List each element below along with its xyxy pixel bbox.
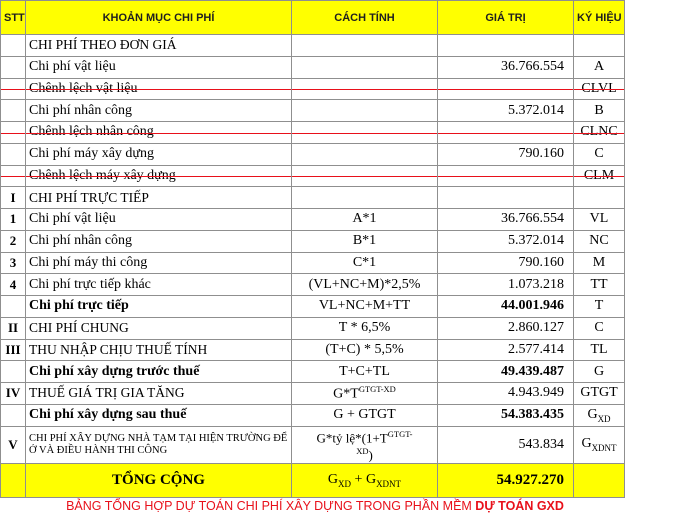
row-symbol bbox=[574, 35, 625, 57]
row-method bbox=[292, 56, 438, 78]
row-stt bbox=[1, 361, 26, 383]
row-symbol: CLVL bbox=[574, 78, 625, 100]
row-method: VL+NC+M+TT bbox=[292, 296, 438, 318]
row-method: T * 6,5% bbox=[292, 317, 438, 339]
row-method bbox=[292, 100, 438, 122]
table-row bbox=[1, 339, 625, 361]
method-superscript: GTGT- bbox=[387, 429, 413, 440]
row-stt: II bbox=[1, 317, 26, 339]
row-symbol: NC bbox=[574, 230, 625, 252]
row-stt bbox=[1, 56, 26, 78]
symbol-text: G bbox=[581, 436, 592, 452]
symbol-text: G bbox=[587, 406, 598, 422]
row-symbol bbox=[574, 463, 625, 497]
method-close: ) bbox=[368, 446, 373, 462]
table-row bbox=[1, 252, 625, 274]
row-item: Chi phí xây dựng sau thuế bbox=[26, 404, 292, 426]
method-text: G*tỷ lệ*(1+T bbox=[316, 430, 388, 446]
table-row bbox=[1, 56, 625, 78]
row-symbol: C bbox=[574, 143, 625, 165]
method-subscript: XD bbox=[338, 478, 352, 489]
row-method: (VL+NC+M)*2,5% bbox=[292, 274, 438, 296]
method-superscript-cont: XD bbox=[356, 445, 369, 456]
row-item: THU NHẬP CHỊU THUẾ TÍNH bbox=[26, 339, 292, 361]
row-value: 2.577.414 bbox=[438, 339, 574, 361]
row-item: CHI PHÍ TRỰC TIẾP bbox=[26, 187, 292, 209]
table-row bbox=[1, 143, 625, 165]
row-stt bbox=[1, 296, 26, 318]
row-symbol bbox=[574, 404, 625, 426]
row-item: Chi phí vật liệu bbox=[26, 56, 292, 78]
row-value: 543.834 bbox=[438, 426, 574, 463]
row-symbol: VL bbox=[574, 209, 625, 231]
row-symbol: T bbox=[574, 296, 625, 318]
row-symbol bbox=[574, 187, 625, 209]
row-value: 54.383.435 bbox=[438, 404, 574, 426]
row-value: 44.001.946 bbox=[438, 296, 574, 318]
row-value: 4.943.949 bbox=[438, 383, 574, 405]
row-stt bbox=[1, 78, 26, 100]
row-symbol: TT bbox=[574, 274, 625, 296]
table-caption bbox=[0, 499, 630, 513]
row-item: Chi phí trực tiếp bbox=[26, 296, 292, 318]
header-value: GIÁ TRỊ bbox=[438, 1, 574, 35]
row-method bbox=[292, 187, 438, 209]
row-stt bbox=[1, 463, 26, 497]
row-symbol: A bbox=[574, 56, 625, 78]
table-row bbox=[1, 187, 625, 209]
row-method: (T+C) * 5,5% bbox=[292, 339, 438, 361]
row-item: Chi phí xây dựng trước thuế bbox=[26, 361, 292, 383]
row-value: 36.766.554 bbox=[438, 209, 574, 231]
row-method bbox=[292, 78, 438, 100]
row-method: B*1 bbox=[292, 230, 438, 252]
row-method bbox=[292, 165, 438, 187]
row-item: Chênh lệch máy xây dựng bbox=[26, 165, 292, 187]
row-item: Chi phí máy xây dựng bbox=[26, 143, 292, 165]
method-text: G*T bbox=[333, 386, 359, 402]
row-stt bbox=[1, 35, 26, 57]
symbol-subscript: XD bbox=[597, 413, 611, 424]
row-symbol: B bbox=[574, 100, 625, 122]
row-value: 1.073.218 bbox=[438, 274, 574, 296]
row-stt bbox=[1, 100, 26, 122]
row-method bbox=[292, 383, 438, 405]
row-value: 54.927.270 bbox=[438, 463, 574, 497]
row-symbol: CLNC bbox=[574, 122, 625, 144]
method-mid: + G bbox=[351, 471, 377, 487]
row-stt: I bbox=[1, 187, 26, 209]
row-symbol: TL bbox=[574, 339, 625, 361]
row-method bbox=[292, 122, 438, 144]
header-method: CÁCH TÍNH bbox=[292, 1, 438, 35]
row-value: 5.372.014 bbox=[438, 230, 574, 252]
table-row-struck bbox=[1, 78, 625, 100]
row-item: Chi phí máy thi công bbox=[26, 252, 292, 274]
row-value bbox=[438, 78, 574, 100]
row-stt bbox=[1, 122, 26, 144]
row-method bbox=[292, 426, 438, 463]
table-row bbox=[1, 383, 625, 405]
row-stt bbox=[1, 165, 26, 187]
row-symbol: GTGT bbox=[574, 383, 625, 405]
row-symbol bbox=[574, 426, 625, 463]
row-item: Chênh lệch vật liệu bbox=[26, 78, 292, 100]
table-row-total bbox=[1, 463, 625, 497]
row-method: C*1 bbox=[292, 252, 438, 274]
row-method: A*1 bbox=[292, 209, 438, 231]
row-stt bbox=[1, 143, 26, 165]
row-value: 5.372.014 bbox=[438, 100, 574, 122]
header-item: KHOẢN MỤC CHI PHÍ bbox=[26, 1, 292, 35]
row-item: THUẾ GIÁ TRỊ GIA TĂNG bbox=[26, 383, 292, 405]
table-row bbox=[1, 296, 625, 318]
row-stt bbox=[1, 404, 26, 426]
row-symbol: G bbox=[574, 361, 625, 383]
row-stt: IV bbox=[1, 383, 26, 405]
header-stt: STT bbox=[1, 1, 26, 35]
row-value bbox=[438, 35, 574, 57]
symbol-subscript: XDNT bbox=[591, 442, 617, 453]
row-item: Chi phí trực tiếp khác bbox=[26, 274, 292, 296]
row-value: 790.160 bbox=[438, 143, 574, 165]
row-value: 2.860.127 bbox=[438, 317, 574, 339]
row-stt: 3 bbox=[1, 252, 26, 274]
row-stt: 2 bbox=[1, 230, 26, 252]
row-item: Chi phí vật liệu bbox=[26, 209, 292, 231]
row-value bbox=[438, 122, 574, 144]
row-item: CHI PHÍ CHUNG bbox=[26, 317, 292, 339]
method-superscript: GTGT-XD bbox=[358, 384, 396, 395]
row-value bbox=[438, 165, 574, 187]
row-item: Chi phí nhân công bbox=[26, 230, 292, 252]
table-row bbox=[1, 426, 625, 463]
row-method bbox=[292, 143, 438, 165]
row-item: Chênh lệch nhân công bbox=[26, 122, 292, 144]
table-row bbox=[1, 361, 625, 383]
table-row bbox=[1, 35, 625, 57]
row-method: T+C+TL bbox=[292, 361, 438, 383]
table-row bbox=[1, 274, 625, 296]
table-row-struck bbox=[1, 165, 625, 187]
table-row bbox=[1, 100, 625, 122]
caption-text: BẢNG TỔNG HỢP DỰ TOÁN CHI PHÍ XÂY DỰNG TRONG PHẦN MỀM bbox=[66, 499, 476, 513]
row-stt: V bbox=[1, 426, 26, 463]
table-row-struck bbox=[1, 122, 625, 144]
row-value: 790.160 bbox=[438, 252, 574, 274]
row-value bbox=[438, 187, 574, 209]
method-text: G bbox=[327, 471, 339, 487]
row-value: 49.439.487 bbox=[438, 361, 574, 383]
table-row bbox=[1, 209, 625, 231]
row-value: 36.766.554 bbox=[438, 56, 574, 78]
table-row bbox=[1, 230, 625, 252]
caption-emphasis: DỰ TOÁN GXD bbox=[475, 499, 564, 513]
table-header bbox=[1, 1, 625, 35]
row-item: CHI PHÍ THEO ĐƠN GIÁ bbox=[26, 35, 292, 57]
row-symbol: CLM bbox=[574, 165, 625, 187]
row-symbol: C bbox=[574, 317, 625, 339]
table-row bbox=[1, 317, 625, 339]
table-row bbox=[1, 404, 625, 426]
row-stt: 4 bbox=[1, 274, 26, 296]
row-stt: III bbox=[1, 339, 26, 361]
row-method: G + GTGT bbox=[292, 404, 438, 426]
row-item: TỔNG CỘNG bbox=[26, 463, 292, 497]
row-item: CHI PHÍ XÂY DỰNG NHÀ TẠM TẠI HIỆN TRƯỜNG ĐỂ Ở VÀ ĐIỀU HÀNH THI CÔNG bbox=[26, 426, 292, 463]
header-symbol: KÝ HIỆU bbox=[574, 1, 625, 35]
method-subscript-2: XDNT bbox=[376, 478, 402, 489]
row-symbol: M bbox=[574, 252, 625, 274]
row-stt: 1 bbox=[1, 209, 26, 231]
row-item: Chi phí nhân công bbox=[26, 100, 292, 122]
row-method bbox=[292, 35, 438, 57]
row-method bbox=[292, 463, 438, 497]
